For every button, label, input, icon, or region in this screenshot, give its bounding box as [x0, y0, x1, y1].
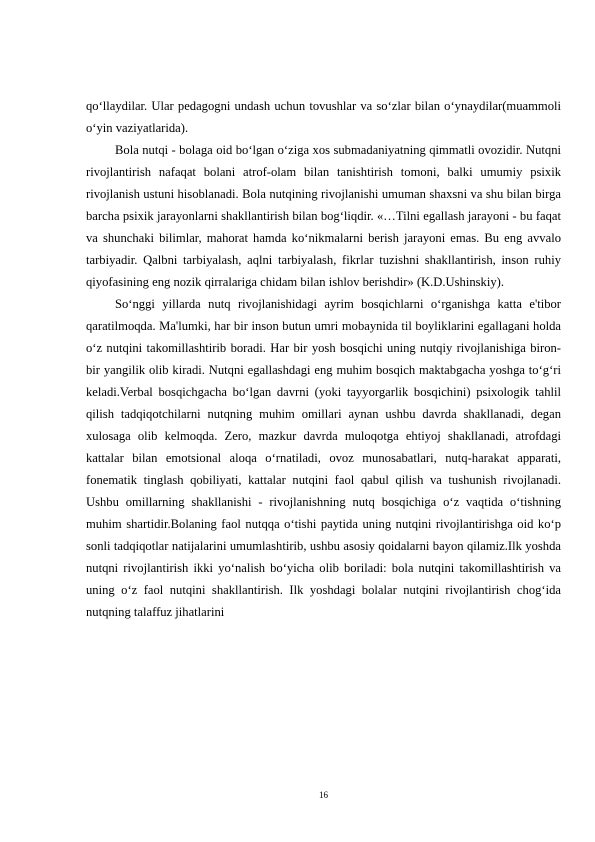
body-text	[86, 95, 561, 623]
paragraph-speech-stages: So‘nggi yillarda nutq rivojlanishidagi ayrim bosqichlarni o‘rganishga katta e'tibor qaratilmoqda. Ma'lumki, har bir inson butun umri mobaynida til boyliklarini egallagani holda o‘z nutqini takomillashtirib boradi. Har bir yosh bosqichi uning nutqiy rivojlanishiga biron-bir yangilik olib kiradi. Nutqni egallashdagi eng muhim bosqich maktabgacha yoshga to‘g‘ri keladi.Verbal bosqichgacha bo‘lgan davrni (yoki tayyorgarlik bosqichini) psixologik tahlil qilish tadqiqotchilarni nutqning muhim omillari aynan ushbu davrda shakllanadi, degan xulosaga olib kelmoqda. Zero, mazkur davrda muloqotga ehtiyoj shakllanadi, atrofdagi kattalar bilan emotsional aloqa o‘rnatiladi, ovoz munosabatlari, nutq-harakat apparati, fonematik tinglash qobiliyati, kattalar nutqini faol qabul qilish va tushunish rivojlanadi. Ushbu omillarning shakllanishi - rivojlanishning nutq bosqichiga o‘z vaqtida o‘tishning muhim shartidir.Bolaning faol nutqqa o‘tishi paytida uning nutqini rivojlantirishga oid ko‘p sonli tadqiqotlar natijalarini umumlashtirib, ushbu asosiy qoidalarni bayon qilamiz.Ilk yoshda nutqni rivojlantirish ikki yo‘nalish bo‘yicha olib boriladi: bola nutqini takomillashtirish va uning o‘z faol nutqini shakllantirish. Ilk yoshdagi bolalar nutqini rivojlantirish chog‘ida nutqning talaffuz jihatlarini	[86, 297, 561, 619]
paragraph-child-speech: Bola nutqi - bolaga oid bo‘lgan o‘ziga xos submadaniyatning qimmatli ovozidir. Nutqni rivojlantirish nafaqat bolani atrof-olam bilan tanishtirish tomoni, balki umumiy psixik rivojlanish ustuni hisoblanadi. Bola nutqining rivojlanishi umuman shaxsni va shu bilan birga barcha psixik jarayonlarni shakllantirish bilan bog‘liqdir. «…Tilni egallash jarayoni - bu faqat va shunchaki bilimlar, mahorat hamda ko‘nikmalarni berish jarayoni emas. Bu eng avvalo tarbiyadir. Qalbni tarbiyalash, aqlni tarbiyalash, fikrlar tuzishni shakllantirish, inson ruhiy qiyofasining eng nozik qirralariga chidam bilan ishlov berishdir» (K.D.Ushinskiy).	[86, 143, 561, 289]
paragraph-continuation: qo‘llaydilar. Ular pedagogni undash uchun tovushlar va so‘zlar bilan o‘ynaydilar(muammoli o‘yin vaziyatlarida).	[86, 99, 561, 135]
page-number: 16	[319, 790, 328, 800]
